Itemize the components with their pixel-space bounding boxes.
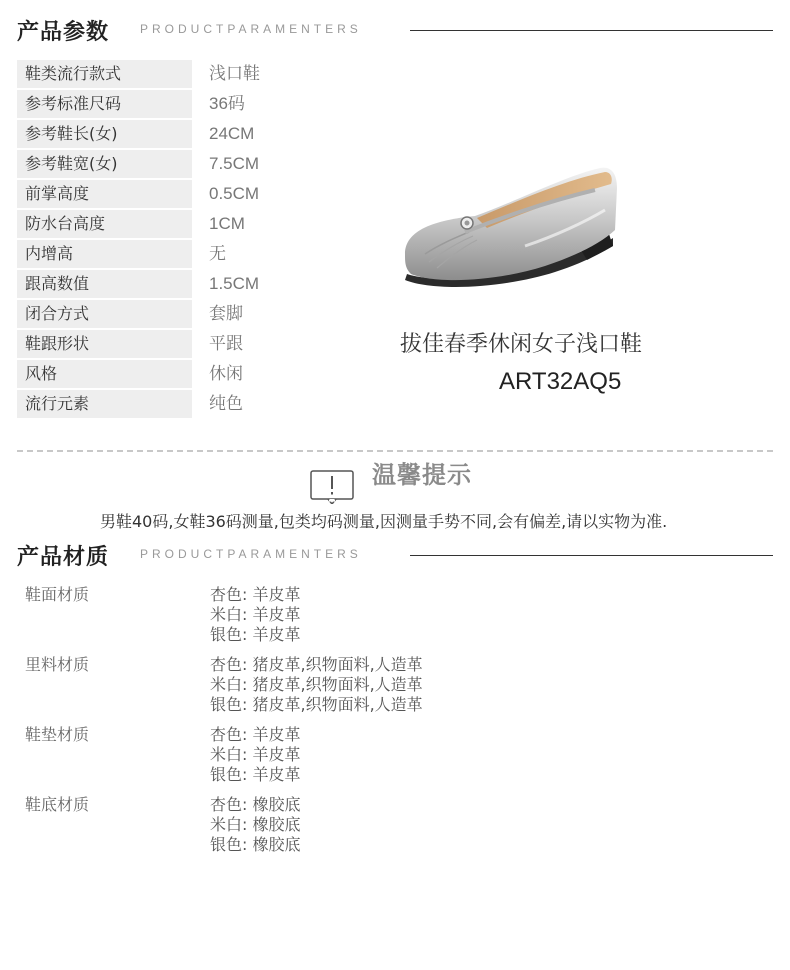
param-value: 0.5CM	[209, 184, 260, 203]
material-line: 米白: 羊皮革	[210, 605, 301, 624]
param-value: 1CM	[209, 214, 245, 233]
material-group	[25, 795, 765, 865]
material-line: 杏色: 羊皮革	[210, 725, 301, 744]
param-value: 1.5CM	[209, 274, 260, 293]
material-line: 银色: 橡胶底	[210, 835, 301, 854]
param-label: 跟高数值	[17, 270, 192, 298]
param-label: 参考标准尺码	[17, 90, 192, 118]
param-row	[17, 390, 377, 420]
param-value: 套脚	[209, 304, 243, 323]
param-value: 无	[209, 244, 226, 263]
material-label: 鞋面材质	[25, 585, 90, 604]
param-row	[17, 210, 377, 240]
param-row	[17, 270, 377, 300]
param-value: 浅口鞋	[209, 64, 260, 83]
param-value: 纯色	[209, 394, 243, 413]
param-value: 7.5CM	[209, 154, 260, 173]
material-line: 杏色: 猪皮革,织物面料,人造革	[210, 655, 423, 674]
param-label: 闭合方式	[17, 300, 192, 328]
material-line: 银色: 羊皮革	[210, 625, 301, 644]
material-group	[25, 655, 765, 725]
section-title: 产品参数	[17, 20, 110, 45]
section-divider	[410, 30, 773, 31]
material-group	[25, 585, 765, 655]
param-value: 36码	[209, 94, 245, 113]
materials-list	[25, 585, 765, 865]
param-row	[17, 90, 377, 120]
param-row	[17, 60, 377, 90]
product-name: 拔佳春季休闲女子浅口鞋	[400, 332, 643, 357]
section-title: 产品材质	[17, 545, 110, 570]
params-table	[17, 60, 377, 420]
param-label: 鞋跟形状	[17, 330, 192, 358]
material-line: 米白: 橡胶底	[210, 815, 301, 834]
param-label: 风格	[17, 360, 192, 388]
exclamation-icon	[310, 470, 354, 504]
product-shoe-image	[395, 150, 630, 300]
tips-text: 男鞋40码,女鞋36码测量,包类均码测量,因测量手势不同,会有偏差,请以实物为准.	[100, 512, 668, 531]
material-group	[25, 725, 765, 795]
material-line: 杏色: 橡胶底	[210, 795, 301, 814]
param-label: 参考鞋长(女)	[17, 120, 192, 148]
material-label: 里料材质	[25, 655, 90, 674]
section-subtitle: PRODUCTPARAMENTERS	[140, 547, 362, 561]
param-value: 平跟	[209, 334, 243, 353]
section-subtitle: PRODUCTPARAMENTERS	[140, 22, 362, 36]
tips-title: 温馨提示	[372, 461, 472, 489]
param-label: 防水台高度	[17, 210, 192, 238]
dashed-divider	[17, 450, 773, 452]
params-section-header	[0, 5, 790, 45]
param-row	[17, 360, 377, 390]
param-value: 24CM	[209, 124, 255, 143]
param-row	[17, 120, 377, 150]
product-code: ART32AQ5	[499, 368, 622, 395]
param-label: 内增高	[17, 240, 192, 268]
material-line: 银色: 羊皮革	[210, 765, 301, 784]
param-label: 鞋类流行款式	[17, 60, 192, 88]
material-label: 鞋垫材质	[25, 725, 90, 744]
material-line: 银色: 猪皮革,织物面料,人造革	[210, 695, 423, 714]
section-divider	[410, 555, 773, 556]
materials-section-header	[0, 530, 790, 570]
param-label: 流行元素	[17, 390, 192, 418]
material-label: 鞋底材质	[25, 795, 90, 814]
param-row	[17, 300, 377, 330]
param-row	[17, 150, 377, 180]
param-label: 参考鞋宽(女)	[17, 150, 192, 178]
param-row	[17, 180, 377, 210]
material-line: 米白: 羊皮革	[210, 745, 301, 764]
param-row	[17, 240, 377, 270]
material-line: 米白: 猪皮革,织物面料,人造革	[210, 675, 423, 694]
param-label: 前掌高度	[17, 180, 192, 208]
param-row	[17, 330, 377, 360]
material-line: 杏色: 羊皮革	[210, 585, 301, 604]
param-value: 休闲	[209, 364, 243, 383]
